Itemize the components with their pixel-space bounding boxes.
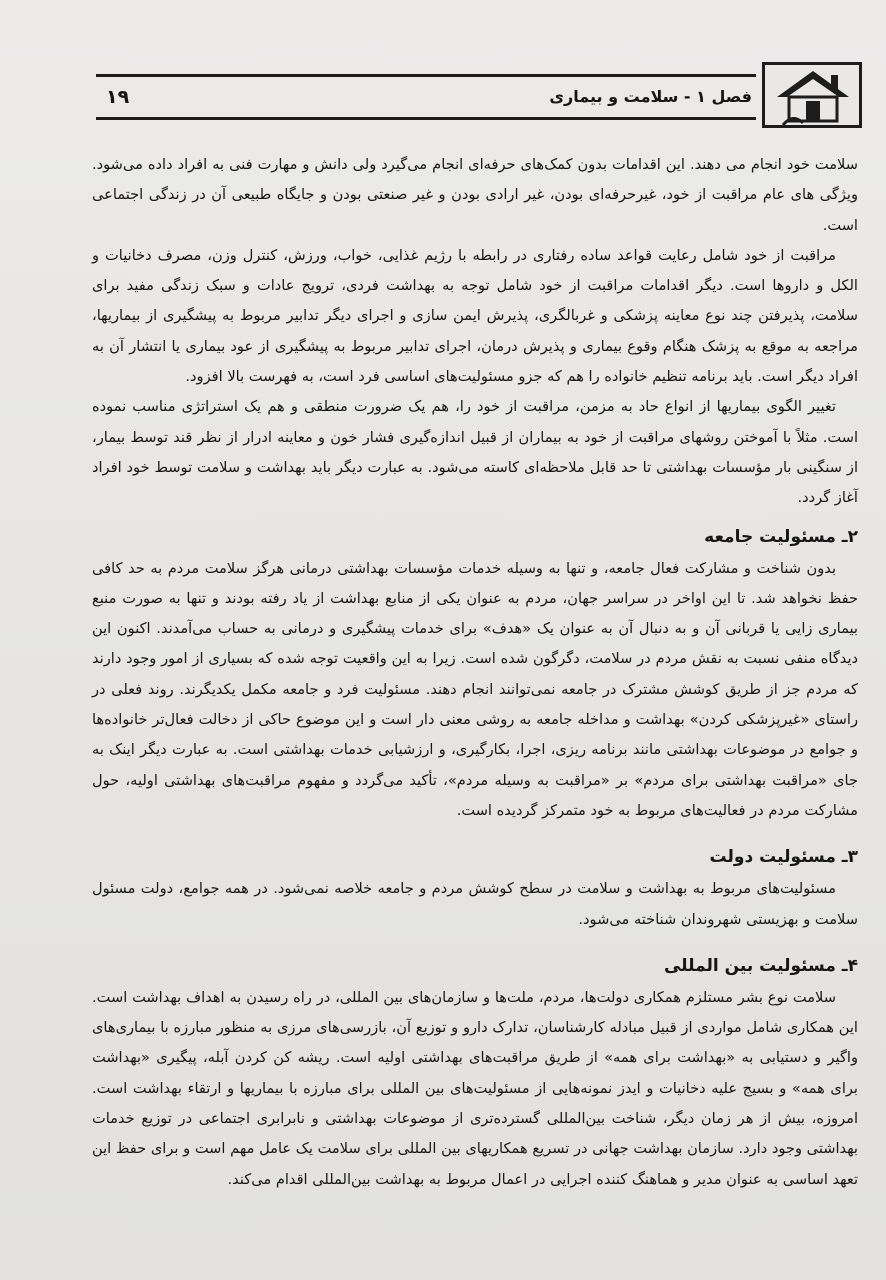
paragraph: سلامت نوع بشر مستلزم همکاری دولت‌ها، مردم، ملت‌ها و سازمان‌های بین المللی، در راه رسیدن به اهداف بهداشت است. این همکاری شامل مواردی از قبیل مبادله کارشناسان، تدارک دارو و توزیع آن، بازرسی‌های مرزی به منظور مبارزه با بیماری‌های واگیر و دستیابی به «بهداشت برای همه» از طریق مراقبت‌های بهداشتی اولیه است. ریشه کن کردن آبله، پیگیری «بهداشت برای همه» و بسیج علیه دخانیات و ایدز نمونه‌هایی از مسئولیت‌های بین المللی برای مبارزه با بیماریها و ارتقاء بهداشت است. امروزه، بیش از هر زمان دیگر، شناخت بین‌المللی گسترده‌تری از موضوعات بهداشتی و نابرابری اجتماعی در توزیع خدمات بهداشتی وجود دارد. سازمان بهداشت جهانی در تسریع همکاریهای بین المللی برای سلامت یک عامل مهم است و برای حفظ این تعهد اساسی به عنوان مدیر و هماهنگ کننده اجرایی در اعمال مربوط به بهداشت بین‌المللی اقدام می‌کند. — [92, 988, 858, 1188]
paragraph: تغییر الگوی بیماریها از انواع حاد به مزمن، مراقبت از خود را، هم یک ضرورت منطقی و هم یک استراتژی مناسب نموده است. مثلاً با آموختن روشهای مراقبت از خود به بیماران از قبیل اندازه‌گیری فشار خون و معاینه ادرار از نظر قند توسط بیمار، از سنگینی بار مؤسسات بهداشتی تا حد قابل ملاحظه‌ای کاسته می‌شود. به عبارت دیگر باید بهداشت و سلامت توسط خود افراد آغاز گردد. — [92, 398, 858, 507]
page-header — [96, 62, 862, 128]
paragraph: بدون شناخت و مشارکت فعال جامعه، و تنها به وسیله خدمات مؤسسات بهداشتی درمانی هرگز سلامت مردم به حد کافی حفظ نخواهد شد. تا این اواخر در سراسر جهان، مردم به عنوان یکی از منابع بهداشت از یاد رفته بودند و تنها به صورت منبع بیماری زایی یا قربانی آن و به دنبال آن به عنوان یک «هدف» برای خدمات پیشگیری و درمانی به حساب می‌آمدند. اکنون این دیدگاه منفی نسبت به نقش مردم در سلامت، دگرگون شده است. زیرا به این واقعیت توجه شده که بسیاری از امور وجود دارند که مردم جز از طریق کوشش مشترک در جامعه نمی‌توانند انجام دهند. مسئولیت فرد و جامعه مکمل یکدیگرند. روند فعلی در راستای «غیرپزشکی کردن» بهداشت و مداخله جامعه به روشی معنی دار است و این موضوع حاکی از دخالت فعال‌تر خانواده‌ها و جوامع در موضوعات بهداشتی مانند برنامه ریزی، اجرا، بکارگیری، و ارزشیابی خدمات بهداشتی است. به عبارت دیگر اینک به جای «مراقبت بهداشتی برای مردم» بر «مراقبت به وسیله مردم»، تأکید می‌گردد و مفهوم مراقبت‌های بهداشتی اولیه، حول مشارکت مردم در فعالیت‌های مربوط به خود متمرکز گردیده است. — [92, 559, 858, 819]
header-rule-bottom — [96, 117, 756, 120]
paragraph: مراقبت از خود شامل رعایت قواعد ساده رفتاری در رابطه با رژیم غذایی، خواب، ورزش، کنترل وزن، مصرف دخانیات و الکل و داروها است. دیگر اقدامات مراقبت از خود شامل توجه به بهداشت فردی، ترویج عادات و سبک زندگی مفید برای سلامت، پذیرفتن چند نوع معاینه پزشکی و غربالگری، پذیرش ایمن سازی و اجرای دیگر تدابیر مربوط به پیشگیری از بیماریها، مراجعه به موقع به پزشک هنگام وقوع بیماری و پذیرش درمان، اجرای تدابیر مربوط به پیشگیری از عود بیماری یا انتشار آن به افراد دیگر است. باید برنامه تنظیم خانواده را هم که جزو مسئولیت‌های اساسی فرد است، به فهرست بالا افزود. — [92, 246, 858, 386]
section-heading-community: ۲ـ مسئولیت جامعه — [704, 526, 858, 547]
page-number: ۱۹ — [106, 86, 130, 108]
page-content — [92, 150, 858, 1195]
house-icon — [773, 67, 853, 125]
paragraph: مسئولیت‌های مربوط به بهداشت و سلامت در سطح کوشش مردم و جامعه خلاصه نمی‌شود. در همه جوامع، دولت مسئول سلامت و بهزیستی شهروندان شناخته می‌شود. — [92, 880, 858, 928]
section-heading-international: ۴ـ مسئولیت بین المللی — [663, 955, 858, 976]
chapter-logo — [762, 62, 862, 128]
section-heading-government: ۳ـ مسئولیت دولت — [709, 847, 858, 868]
chapter-title: فصل ۱ - سلامت و بیماری — [549, 87, 752, 106]
header-rule-top — [96, 74, 756, 77]
paragraph: سلامت خود انجام می دهند. این اقدامات بدون کمک‌های حرفه‌ای انجام می‌گیرد ولی دانش و مهارت فنی به افراد داده می‌شود. ویژگی‌ های عام مراقبت از خود، غیرحرفه‌ای بودن، غیر ارادی بودن و غیر صنعتی بودن و جایگاه طبیعی آن در زندگی اجتماعی است. — [92, 156, 858, 234]
